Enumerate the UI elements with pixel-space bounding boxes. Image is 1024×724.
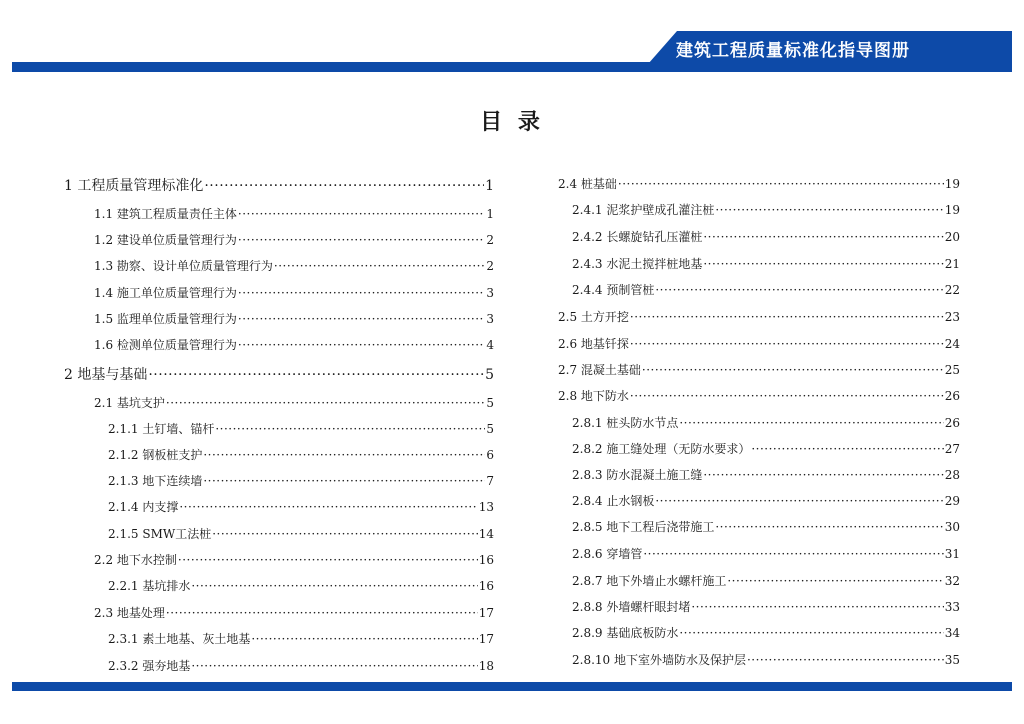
- toc-entry-label: 2.8.5 地下工程后浇带施工: [572, 520, 715, 534]
- toc-entry-label: 2.2 地下水控制: [94, 553, 177, 567]
- toc-entry-page: 19: [944, 203, 960, 217]
- toc-leader-dots: [727, 573, 943, 589]
- toc-leader-dots: [703, 256, 943, 272]
- toc-entry-label: 2.8.8 外墙螺杆眼封堵: [572, 600, 691, 614]
- toc-entry[interactable]: [572, 625, 960, 641]
- toc-entry-label: 2.4 桩基础: [558, 177, 617, 191]
- toc-entry[interactable]: [94, 206, 494, 222]
- toc-entry-page: 30: [944, 520, 960, 534]
- toc-entry-page: 2: [486, 233, 494, 247]
- toc-entry-page: 6: [486, 448, 494, 462]
- toc-entry-page: 16: [478, 579, 494, 593]
- toc-leader-dots: [703, 467, 943, 483]
- toc-entry-label: 2.4.2 长螺旋钻孔压灌桩: [572, 230, 703, 244]
- toc-entry[interactable]: [558, 309, 960, 325]
- toc-entry-label: 2.1.3 地下连续墙: [108, 474, 203, 488]
- toc-entry-label: 1.2 建设单位质量管理行为: [94, 233, 237, 247]
- toc-entry[interactable]: [572, 229, 960, 245]
- toc-entry[interactable]: [64, 366, 494, 384]
- toc-entry-page: 5: [486, 396, 494, 410]
- toc-entry-label: 2.8.9 基础底板防水: [572, 626, 679, 640]
- toc-entry-label: 2.4.1 泥浆护壁成孔灌注桩: [572, 203, 715, 217]
- toc-entry-page: 34: [944, 626, 960, 640]
- toc-entry-label: 2 地基与基础: [64, 367, 148, 383]
- toc-entry-label: 1.1 建筑工程质量责任主体: [94, 207, 237, 221]
- toc-entry-page: 26: [944, 389, 960, 403]
- toc-entry[interactable]: [572, 467, 960, 483]
- toc-entry-label: 2.1.4 内支撑: [108, 500, 179, 514]
- toc-leader-dots: [178, 552, 478, 568]
- toc-entry-page: 1: [486, 207, 494, 221]
- toc-entry-page: 5: [485, 367, 494, 383]
- toc-entry-page: 13: [478, 500, 494, 514]
- page-title: 目 录: [480, 110, 544, 135]
- toc-leader-dots: [703, 229, 943, 245]
- toc-entry-page: 18: [478, 659, 494, 673]
- toc-entry-page: 35: [944, 653, 960, 667]
- toc-entry[interactable]: [94, 258, 494, 274]
- toc-entry-page: 21: [944, 257, 960, 271]
- toc-entry[interactable]: [572, 256, 960, 272]
- toc-entry[interactable]: [108, 473, 494, 489]
- toc-leader-dots: [630, 309, 944, 325]
- toc-entry-page: 31: [944, 547, 960, 561]
- toc-entry-page: 17: [478, 606, 494, 620]
- toc-entry[interactable]: [572, 546, 960, 562]
- toc-leader-dots: [618, 176, 944, 192]
- toc-entry-page: 3: [486, 286, 494, 300]
- toc-entry[interactable]: [108, 421, 494, 437]
- toc-entry-label: 2.1.5 SMW工法桩: [108, 527, 212, 541]
- toc-entry-page: 7: [486, 474, 494, 488]
- toc-leader-dots: [691, 599, 943, 615]
- toc-leader-dots: [191, 658, 477, 674]
- toc-entry[interactable]: [94, 337, 494, 353]
- toc-entry-page: 3: [486, 312, 494, 326]
- toc-entry-label: 2.8.2 施工缝处理（无防水要求）: [572, 442, 751, 456]
- toc-entry-label: 2.8.1 桩头防水节点: [572, 416, 679, 430]
- toc-entry-page: 27: [944, 442, 960, 456]
- toc-leader-dots: [238, 206, 485, 222]
- toc-entry-label: 2.5 土方开挖: [558, 310, 629, 324]
- toc-entry-page: 2: [486, 259, 494, 273]
- toc-entry-page: 14: [478, 527, 494, 541]
- toc-leader-dots: [630, 388, 944, 404]
- toc-leader-dots: [166, 395, 485, 411]
- toc-entry[interactable]: [64, 177, 494, 195]
- toc-entry-label: 2.4.3 水泥土搅拌桩地基: [572, 257, 703, 271]
- toc-leader-dots: [643, 546, 943, 562]
- toc-leader-dots: [191, 578, 477, 594]
- toc-entry-page: 26: [944, 416, 960, 430]
- toc-entry-label: 1.5 监理单位质量管理行为: [94, 312, 237, 326]
- toc-entry[interactable]: [572, 441, 960, 457]
- toc-leader-dots: [238, 311, 485, 327]
- toc-entry-page: 25: [944, 363, 960, 377]
- toc-entry-label: 2.8.10 地下室外墙防水及保护层: [572, 653, 746, 667]
- toc-leader-dots: [148, 366, 484, 384]
- toc-entry-page: 24: [944, 337, 960, 351]
- toc-entry[interactable]: [572, 599, 960, 615]
- toc-entry[interactable]: [558, 362, 960, 378]
- toc-entry[interactable]: [572, 519, 960, 535]
- toc-entry-label: 2.8.3 防水混凝土施工缝: [572, 468, 703, 482]
- toc-leader-dots: [715, 202, 943, 218]
- toc-entry-label: 1.4 施工单位质量管理行为: [94, 286, 237, 300]
- toc-leader-dots: [630, 336, 944, 352]
- toc-entry[interactable]: [558, 388, 960, 404]
- toc-leader-dots: [203, 473, 485, 489]
- toc-entry[interactable]: [558, 176, 960, 192]
- toc-leader-dots: [238, 285, 485, 301]
- header-title: 建筑工程质量标准化指导图册: [676, 41, 910, 61]
- toc-entry-page: 29: [944, 494, 960, 508]
- toc-entry-page: 28: [944, 468, 960, 482]
- toc-entry-label: 2.8.7 地下外墙止水螺杆施工: [572, 574, 727, 588]
- toc-leader-dots: [274, 258, 485, 274]
- toc-leader-dots: [751, 441, 943, 457]
- toc-entry-page: 5: [486, 422, 494, 436]
- toc-entry[interactable]: [572, 573, 960, 589]
- toc-leader-dots: [238, 337, 485, 353]
- toc-entry[interactable]: [94, 311, 494, 327]
- toc-entry[interactable]: [572, 202, 960, 218]
- toc-entry-label: 1.3 勘察、设计单位质量管理行为: [94, 259, 273, 273]
- toc-leader-dots: [679, 625, 943, 641]
- toc-entry-label: 2.4.4 预制管桩: [572, 283, 655, 297]
- toc-leader-dots: [179, 499, 477, 515]
- toc-entry-page: 23: [944, 310, 960, 324]
- toc-leader-dots: [679, 415, 943, 431]
- toc-entry-page: 4: [486, 338, 494, 352]
- toc-entry-label: 2.1.2 钢板桩支护: [108, 448, 203, 462]
- toc-entry[interactable]: [108, 658, 494, 674]
- toc-entry-label: 2.6 地基钎探: [558, 337, 629, 351]
- toc-entry-page: 33: [944, 600, 960, 614]
- toc-entry-label: 2.8.6 穿墙管: [572, 547, 643, 561]
- toc-entry[interactable]: [572, 415, 960, 431]
- toc-leader-dots: [238, 232, 485, 248]
- toc-entry-page: 32: [944, 574, 960, 588]
- toc-entry[interactable]: [94, 285, 494, 301]
- toc-entry-label: 2.3.1 素土地基、灰土地基: [108, 632, 251, 646]
- toc-entry-label: 2.8.4 止水钢板: [572, 494, 655, 508]
- toc-entry-label: 2.3 地基处理: [94, 606, 165, 620]
- toc-leader-dots: [251, 631, 477, 647]
- toc-entry[interactable]: [108, 447, 494, 463]
- toc-leader-dots: [166, 605, 478, 621]
- toc-entry-label: 1.6 检测单位质量管理行为: [94, 338, 237, 352]
- toc-leader-dots: [655, 493, 943, 509]
- toc-leader-dots: [212, 526, 478, 542]
- toc-leader-dots: [215, 421, 485, 437]
- toc-entry-label: 2.3.2 强夯地基: [108, 659, 191, 673]
- toc-entry-label: 2.7 混凝土基础: [558, 363, 641, 377]
- toc-entry-label: 1 工程质量管理标准化: [64, 178, 204, 194]
- toc-entry-page: 16: [478, 553, 494, 567]
- toc-entry[interactable]: [558, 336, 960, 352]
- toc-entry[interactable]: [94, 232, 494, 248]
- footer-rule: [12, 682, 1012, 691]
- toc-entry-page: 1: [485, 178, 494, 194]
- toc-leader-dots: [715, 519, 943, 535]
- toc-leader-dots: [655, 282, 943, 298]
- toc-entry[interactable]: [108, 578, 494, 594]
- toc-entry-page: 19: [944, 177, 960, 191]
- toc-entry-page: 20: [944, 230, 960, 244]
- toc-entry-label: 2.1 基坑支护: [94, 396, 165, 410]
- toc-leader-dots: [642, 362, 944, 378]
- toc-leader-dots: [747, 652, 944, 668]
- toc-entry-label: 2.2.1 基坑排水: [108, 579, 191, 593]
- toc-entry[interactable]: [94, 395, 494, 411]
- toc-entry[interactable]: [94, 552, 494, 568]
- toc-entry[interactable]: [572, 652, 960, 668]
- toc-entry-page: 22: [944, 283, 960, 297]
- toc-entry[interactable]: [94, 605, 494, 621]
- toc-entry[interactable]: [108, 499, 494, 515]
- toc-leader-dots: [204, 177, 484, 195]
- toc-leader-dots: [203, 447, 485, 463]
- toc-entry-label: 2.8 地下防水: [558, 389, 629, 403]
- toc-entry[interactable]: [572, 282, 960, 298]
- toc-entry[interactable]: [572, 493, 960, 509]
- toc-entry-label: 2.1.1 土钉墙、锚杆: [108, 422, 215, 436]
- toc-entry[interactable]: [108, 631, 494, 647]
- toc-entry-page: 17: [478, 632, 494, 646]
- toc-entry[interactable]: [108, 526, 494, 542]
